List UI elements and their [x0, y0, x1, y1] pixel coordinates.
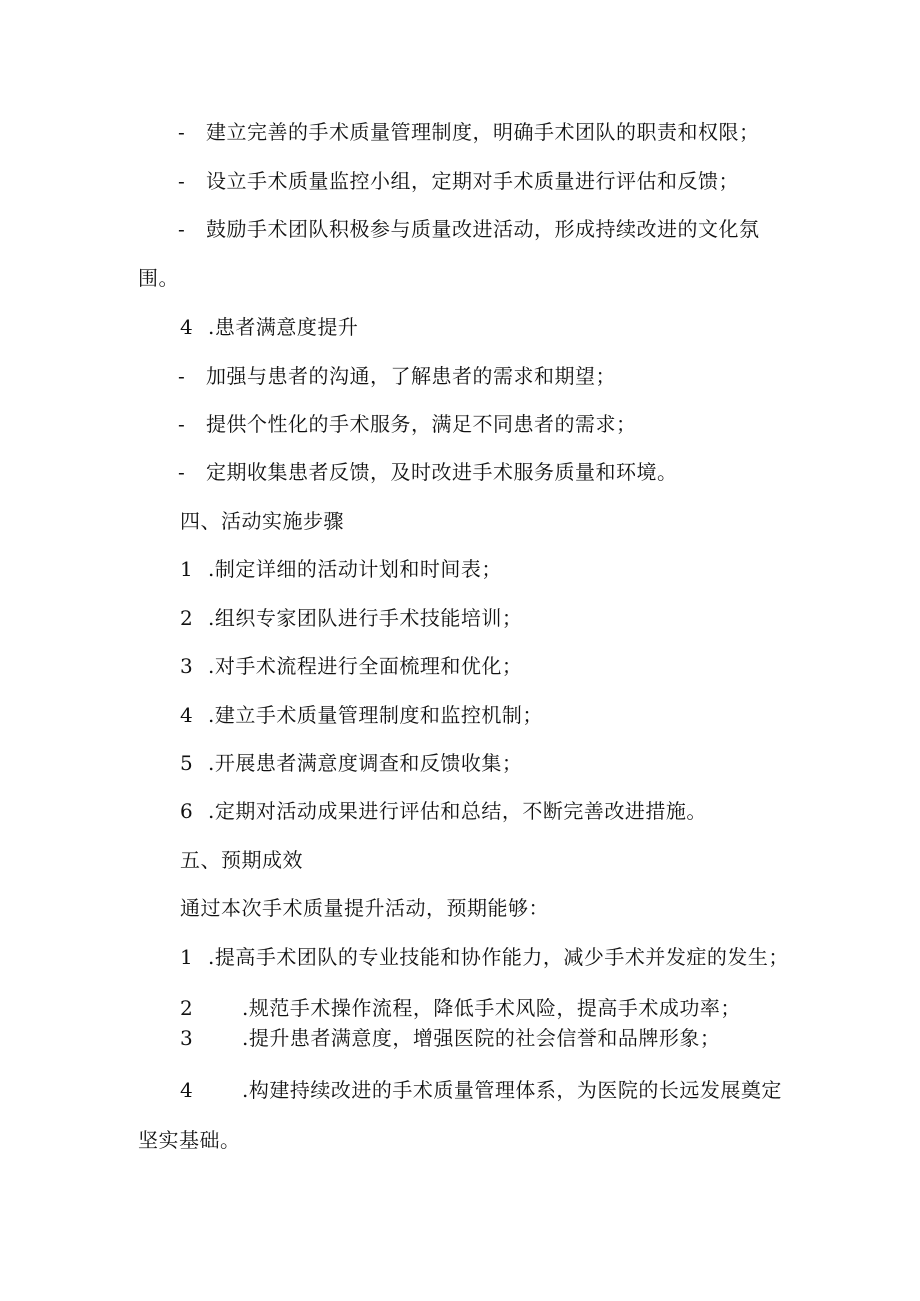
item-text: .定期对活动成果进行评估和总结，不断完善改进措施。: [208, 799, 707, 823]
paragraph-continuation: [138, 264, 179, 292]
bullet-text: 设立手术质量监控小组，定期对手术质量进行评估和反馈；: [206, 169, 739, 193]
bullet-line: [178, 362, 616, 390]
subsection-heading: [180, 313, 358, 341]
bullet-dash: -: [178, 364, 186, 388]
bullet-line: [178, 458, 678, 486]
paragraph: [180, 894, 549, 922]
paragraph-text: 围。: [138, 266, 179, 290]
paragraph-text: 通过本次手术质量提升活动，预期能够：: [180, 896, 549, 920]
bullet-dash: -: [178, 460, 186, 484]
item-text: .组织专家团队进行手术技能培训；: [208, 606, 523, 630]
item-text: .建立手术质量管理制度和监控机制；: [208, 703, 543, 727]
bullet-text: 加强与患者的沟通，了解患者的需求和期望；: [206, 364, 616, 388]
item-number: 4: [180, 1078, 194, 1102]
item-text: .构建持续改进的手术质量管理体系，为医院的长远发展奠定: [242, 1078, 782, 1102]
item-number: 5: [180, 751, 194, 775]
item-number: 2: [180, 606, 194, 630]
bullet-line: [178, 410, 637, 438]
item-number: 2: [180, 996, 194, 1020]
numbered-item: [180, 749, 522, 777]
bullet-dash: -: [178, 217, 186, 241]
numbered-item: [180, 1076, 782, 1104]
bullet-text: 鼓励手术团队积极参与质量改进活动，形成持续改进的文化氛: [206, 217, 760, 241]
paragraph-continuation: [138, 1126, 241, 1154]
item-text: .制定详细的活动计划和时间表；: [208, 557, 502, 581]
bullet-dash: -: [178, 120, 186, 144]
subsection-number: 4: [180, 315, 194, 339]
subsection-title: .患者满意度提升: [208, 315, 359, 339]
bullet-line: [178, 118, 760, 146]
item-text: .规范手术操作流程，降低手术风险，提高手术成功率；: [242, 996, 741, 1020]
bullet-text: 提供个性化的手术服务，满足不同患者的需求；: [206, 412, 637, 436]
numbered-item: [180, 701, 543, 729]
numbered-item: [180, 943, 789, 971]
item-number: 4: [180, 703, 194, 727]
bullet-line: [178, 215, 760, 243]
bullet-text: 建立完善的手术质量管理制度，明确手术团队的职责和权限；: [206, 120, 760, 144]
paragraph-text: 坚实基础。: [138, 1128, 241, 1152]
numbered-item: [180, 604, 522, 632]
bullet-text: 定期收集患者反馈，及时改进手术服务质量和环境。: [206, 460, 678, 484]
numbered-item: [180, 555, 502, 583]
section-title: 五、预期成效: [180, 848, 303, 872]
numbered-item: [180, 1024, 720, 1052]
section-title: 四、活动实施步骤: [180, 509, 344, 533]
bullet-dash: -: [178, 169, 186, 193]
numbered-item: [180, 652, 522, 680]
bullet-dash: -: [178, 412, 186, 436]
section-heading: [180, 507, 344, 535]
item-text: .提高手术团队的专业技能和协作能力，减少手术并发症的发生；: [208, 945, 789, 969]
bullet-line: [178, 167, 739, 195]
item-number: 1: [180, 945, 194, 969]
numbered-item: [180, 797, 707, 825]
item-number: 1: [180, 557, 194, 581]
item-number: 6: [180, 799, 194, 823]
item-text: .对手术流程进行全面梳理和优化；: [208, 654, 523, 678]
section-heading: [180, 846, 303, 874]
item-text: .开展患者满意度调查和反馈收集；: [208, 751, 523, 775]
item-number: 3: [180, 1026, 194, 1050]
numbered-item: [180, 994, 741, 1022]
item-number: 3: [180, 654, 194, 678]
item-text: .提升患者满意度，增强医院的社会信誉和品牌形象；: [242, 1026, 721, 1050]
